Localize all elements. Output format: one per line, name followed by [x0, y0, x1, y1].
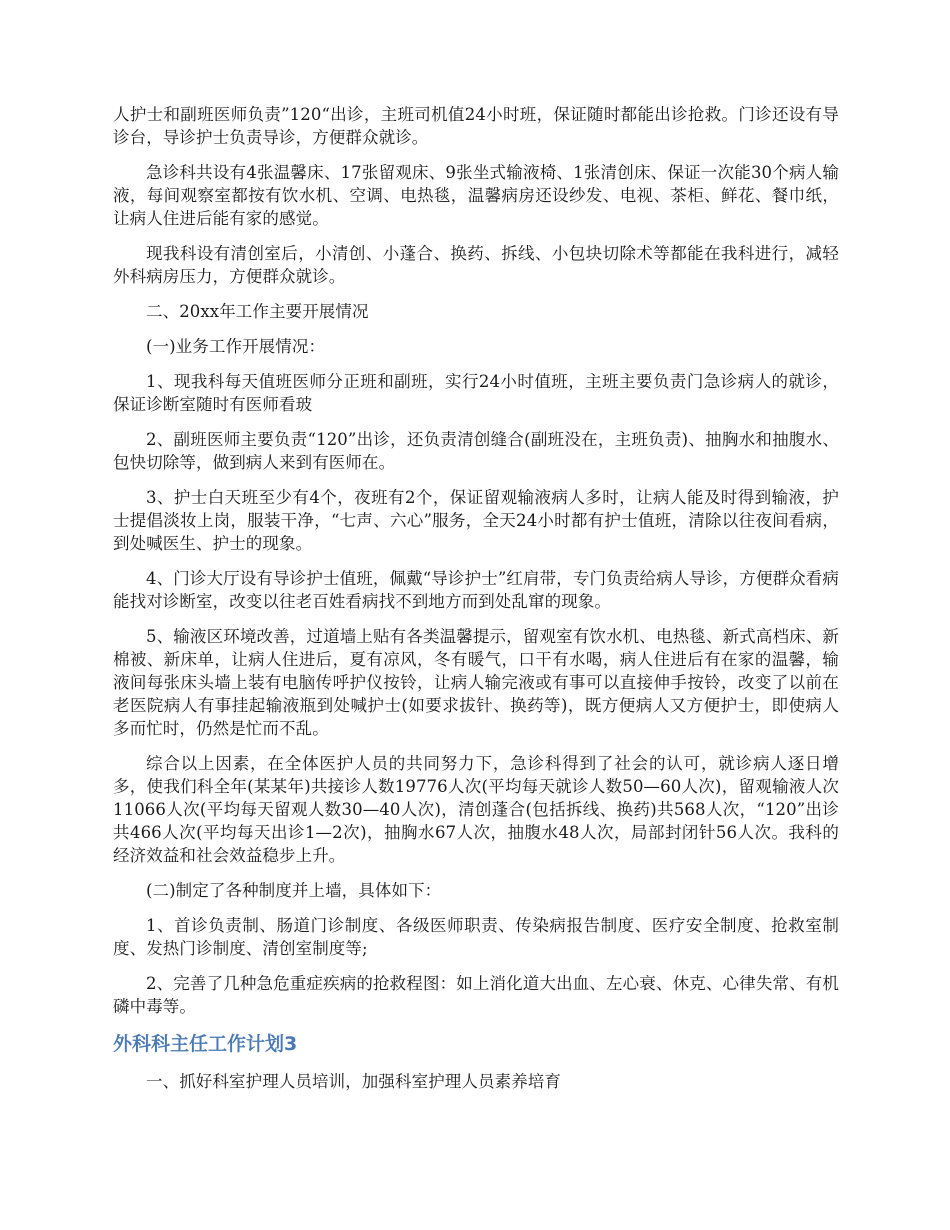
- paragraph: 2、完善了几种急危重症疾病的抢救程图：如上消化道大出血、左心衰、休克、心律失常、有机磷中毒等。: [113, 974, 839, 1016]
- paragraph: 急诊科共设有4张温馨床、17张留观床、9张坐式输液椅、1张清创床、保证一次能30个病人输液，每间观察室都按有饮水机、空调、电热毯，温馨病房还设纱发、电视、茶柜、鲜花、餐巾纸，让病人住进后能有家的感觉。: [113, 163, 839, 228]
- paragraph: 5、输液区环境改善，过道墙上贴有各类温馨提示，留观室有饮水机、电热毯、新式高档床、新棉被、新床单，让病人住进后，夏有凉风，冬有暖气，口干有水喝，病人住进后有在家的温馨，输液间每张床头墙上装有电脑传呼护仪按铃，让病人输完液或有事可以直接伸手按铃，改变了以前在老医院病人有事挂起输液瓶到处喊护士(如要求拔针、换药等)，既方便病人又方便护士，即使病人多而忙时，仍然是忙而不乱。: [113, 627, 839, 738]
- paragraph: 4、门诊大厅设有导诊护士值班，佩戴“导诊护士”红肩带，专门负责给病人导诊，方便群众看病能找对诊断室，改变以往老百姓看病找不到地方而到处乱窜的现象。: [113, 569, 839, 611]
- subsection-subtitle: (二)制定了各种制度并上墙，具体如下：: [146, 881, 442, 900]
- paragraph: 3、护士白天班至少有4个，夜班有2个，保证留观输液病人多时，让病人能及时得到输液，护士提倡淡妆上岗，服装干净，“七声、六心”服务，全天24小时都有护士值班，清除以往夜间看病，到处喊医生、护士的现象。: [113, 488, 839, 553]
- paragraph: 人护士和副班医师负责”120“出诊，主班司机值24小时班，保证随时都能出诊抢救。门诊还设有导诊台，导诊护士负责导诊，方便群众就诊。: [113, 105, 839, 147]
- paragraph: 一、抓好科室护理人员培训，加强科室护理人员素养培育: [146, 1072, 561, 1091]
- document-page: [113, 103, 839, 1105]
- paragraph: 1、首诊负责制、肠道门诊制度、各级医师职责、传染病报告制度、医疗安全制度、抢救室制度、发热门诊制度、清创室制度等;: [113, 916, 839, 958]
- subsection-subtitle: (一)业务工作开展情况：: [146, 337, 326, 356]
- section-subtitle: 二、20xx年工作主要开展情况: [146, 302, 369, 321]
- paragraph: 现我科设有清创室后，小清创、小蓬合、换药、拆线、小包块切除术等都能在我科进行，减轻外科病房压力，方便群众就诊。: [113, 244, 839, 286]
- section-heading: 外科科主任工作计划3: [113, 1033, 298, 1055]
- paragraph: 综合以上因素，在全体医护人员的共同努力下，急诊科得到了社会的认可，就诊病人逐日增多，使我们科全年(某某年)共接诊人数19776人次(平均每天就诊人数50—60人次)，留观输液人次11066人次(平均每天留观人数30—40人次)，清创蓬合(包括拆线、换药)共568人次，“120”出诊共466人次(平均每天出诊1—2次)，抽胸水67人次，抽腹水48人次，局部封闭针56人次。我科的经济效益和社会效益稳步上升。: [113, 754, 839, 865]
- paragraph: 2、副班医师主要负责“120”出诊，还负责清创缝合(副班没在，主班负责)、抽胸水和抽腹水、包快切除等，做到病人来到有医师在。: [113, 430, 839, 472]
- paragraph: 1、现我科每天值班医师分正班和副班，实行24小时值班，主班主要负责门急诊病人的就诊，保证诊断室随时有医师看玻: [113, 372, 839, 414]
